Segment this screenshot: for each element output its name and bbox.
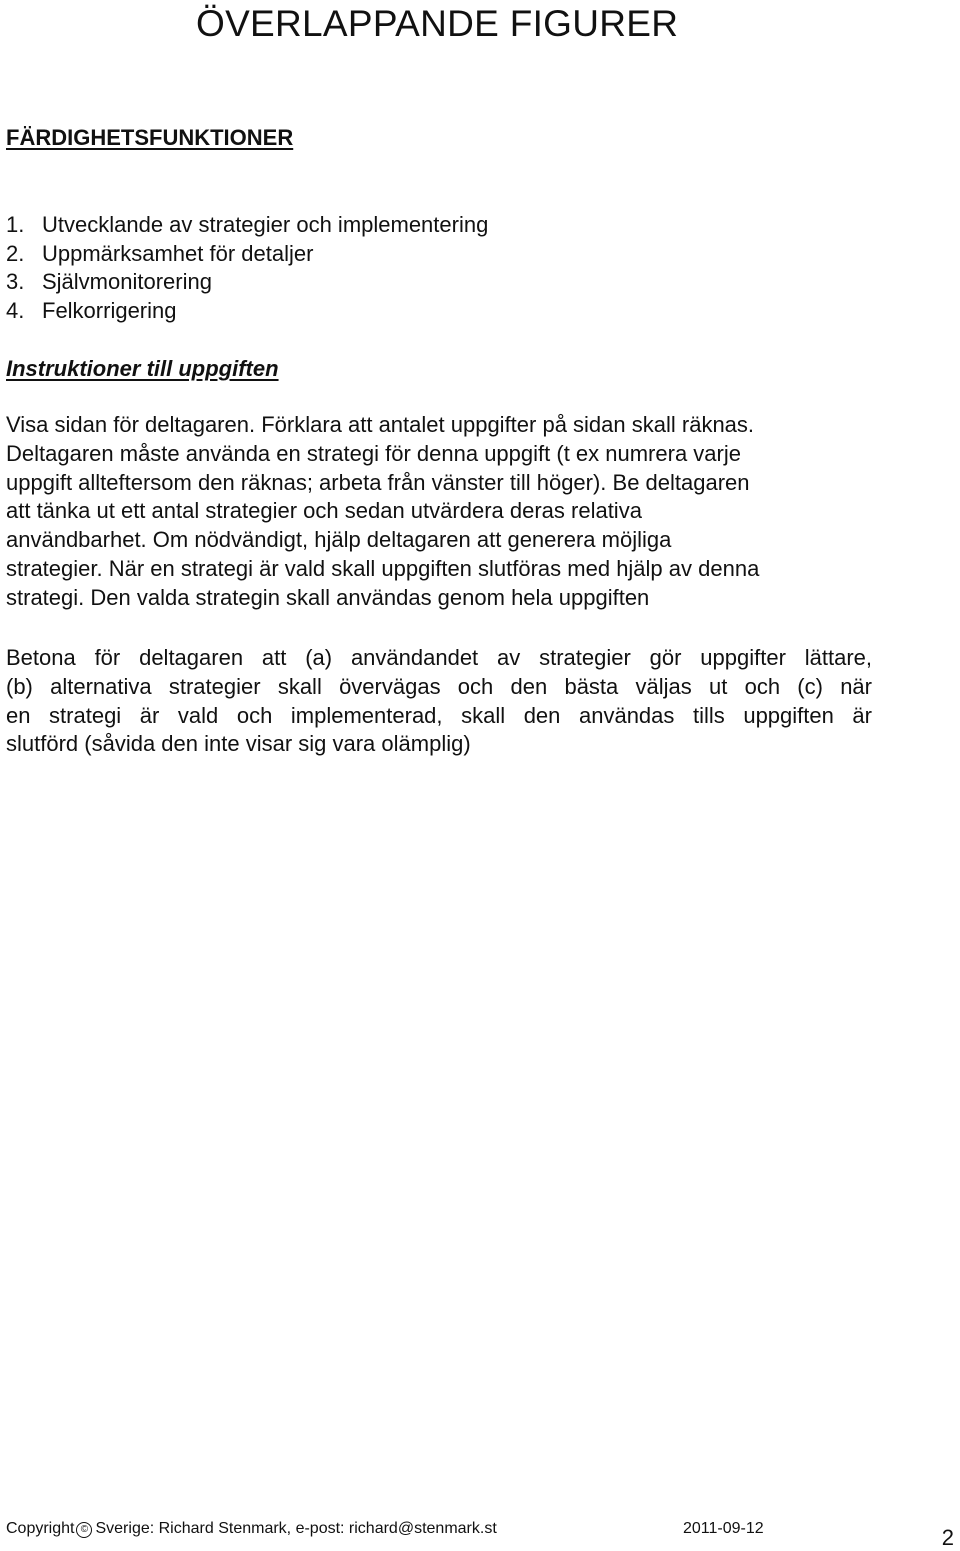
list-item <box>6 268 488 297</box>
paragraph-line: användbarhet. Om nödvändigt, hjälp deltagaren att generera möjliga <box>6 527 672 553</box>
paragraph-line: Deltagaren måste använda en strategi för denna uppgift (t ex numrera varje <box>6 440 741 466</box>
list-item-number: 3. <box>6 269 25 295</box>
list-item <box>6 240 488 269</box>
copyright-text: Sverige: Richard Stenmark, e-post: richard@stenmark.st <box>95 1520 497 1537</box>
paragraph-line: (b) alternativa strategier skall övervägas och den bästa väljas ut och (c) när <box>6 673 872 699</box>
instructions-heading: Instruktioner till uppgiften <box>6 356 279 381</box>
list-item <box>6 297 488 326</box>
list-item-text: Utvecklande av strategier och implementering <box>42 212 489 237</box>
page-footer <box>6 1517 956 1551</box>
skills-list <box>6 211 488 326</box>
paragraph-line: slutförd (såvida den inte visar sig vara olämplig) <box>6 731 471 757</box>
list-item-text: Uppmärksamhet för detaljer <box>42 240 314 266</box>
emphasis-paragraph <box>6 644 872 759</box>
list-item-number: 2. <box>6 240 25 266</box>
paragraph-line: strategier. När en strategi är vald skall uppgiften slutföras med hjälp av denna <box>6 555 760 581</box>
skills-heading: FÄRDIGHETSFUNKTIONER <box>6 125 294 150</box>
copyright-label: Copyright <box>6 1520 75 1537</box>
paragraph-line: strategi. Den valda strategin skall användas genom hela uppgiften <box>6 584 650 610</box>
list-item <box>6 211 488 240</box>
paragraph-line: att tänka ut ett antal strategier och sedan utvärdera deras relativa <box>6 498 642 524</box>
footer-date: 2011-09-12 <box>683 1520 764 1537</box>
paragraph-line: Visa sidan för deltagaren. Förklara att antalet uppgifter på sidan skall räknas. <box>6 412 755 437</box>
list-item-text: Självmonitorering <box>42 269 212 295</box>
paragraph-line: Betona för deltagaren att (a) användandet av strategier gör uppgifter lättare, <box>6 645 872 670</box>
paragraph-line: en strategi är vald och implementerad, skall den användas tills uppgiften är <box>6 702 872 728</box>
copyright-icon: © <box>76 1522 92 1538</box>
list-item-number: 4. <box>6 298 25 324</box>
page-number: 2 <box>941 1525 954 1550</box>
paragraph-line: uppgift allteftersom den räknas; arbeta från vänster till höger). Be deltagaren <box>6 469 750 495</box>
list-item-number: 1. <box>6 212 25 237</box>
footer-copyright <box>6 1519 497 1539</box>
instructions-paragraph <box>6 411 759 613</box>
list-item-text: Felkorrigering <box>42 298 177 324</box>
page-title: ÖVERLAPPANDE FIGURER <box>196 3 679 44</box>
